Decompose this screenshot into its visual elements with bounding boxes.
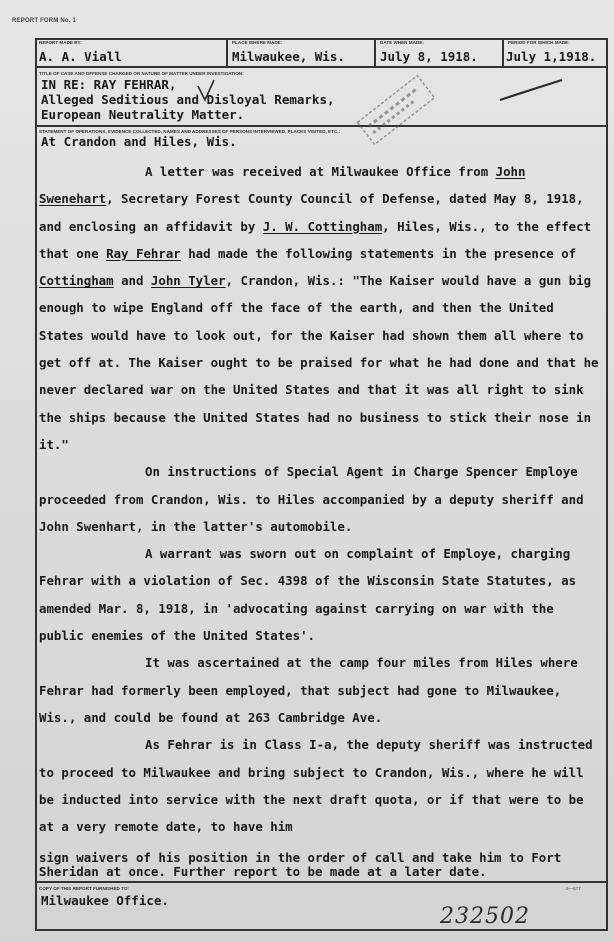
case-title-line: Alleged Seditious and Disloyal Remarks,	[41, 92, 335, 107]
underlined-name: J. W. Cottingham	[262, 218, 383, 234]
title-label: TITLE OF CASE AND OFFENSE CHARGED OR NATURE OF MATTER UNDER INVESTIGATION:	[39, 71, 244, 76]
copy-furnished-label: COPY OF THIS REPORT FURNISHED TO:	[39, 886, 129, 891]
footer-divider	[35, 881, 608, 883]
text-run: , Secretary Forest County Council of Defense, dated May 8, 1918, and enclosing an affidavit by	[39, 191, 584, 234]
place-where-made-value: Milwaukee, Wis.	[232, 49, 345, 64]
case-title-line: IN RE: RAY FEHRAR,	[41, 77, 177, 92]
underlined-name: Swenehart	[39, 191, 107, 207]
underlined-name: Ray Fehrar	[106, 245, 181, 261]
paragraph	[39, 540, 599, 649]
text-run: As Fehrar is in Class I-a, the deputy sheriff was instructed to proceed to Milwaukee and bring subject to Crandon, Wis., where he will be inducted into service with the next draft quota, or if that were to be at a very remote date, to have him	[39, 737, 593, 835]
date-when-made-label: DATE WHEN MADE:	[380, 40, 424, 45]
period-label: PERIOD FOR WHICH MADE:	[508, 40, 570, 45]
paragraph-continuation: sign waivers of his position in the order of call and take him to Fort Sheridan at once. Further report to be made at a later date.	[39, 850, 562, 879]
period-value: July 1,1918.	[506, 49, 597, 64]
form-code: 5—677	[566, 886, 581, 891]
statement-opening: At Crandon and Hiles, Wis.	[41, 134, 237, 149]
place-where-made-label: PLACE WHERE MADE:	[232, 40, 283, 45]
text-run: It was ascertained at the camp four miles from Hiles where Fehrar had formerly been employed, that subject had gone to Milwaukee, Wis., and could be found at 263 Cambridge Ave.	[39, 655, 578, 725]
paragraph	[39, 731, 599, 840]
report-made-by-label: REPORT MADE BY:	[39, 40, 82, 45]
case-title-line: European Neutrality Matter.	[41, 107, 245, 122]
report-made-by-value: A. A. Viall	[39, 49, 122, 64]
date-when-made-value: July 8, 1918.	[380, 49, 478, 64]
report-body	[39, 158, 599, 840]
text-run: had made the following statements in the presence of	[180, 245, 577, 261]
form-number: REPORT FORM No. 1	[12, 18, 77, 24]
copy-furnished-value: Milwaukee Office.	[41, 893, 169, 908]
text-run: On instructions of Special Agent in Charge Spencer Employe proceeded from Crandon, Wis. to Hiles accompanied by a deputy sheriff and John Swenhart, in the latter's automobile.	[39, 464, 584, 534]
paragraph	[39, 158, 599, 458]
paragraph	[39, 649, 599, 731]
text-run: A warrant was sworn out on complaint of Employe, charging Fehrar with a violation of Sec. 4398 of the Wisconsin State Statutes, as amended Mar. 8, 1918, in 'advocating against carrying on war with the public enemies of the United States'.	[39, 546, 577, 644]
paragraph	[39, 458, 599, 540]
underlined-name: Cottingham	[39, 273, 114, 289]
underlined-name: John Tyler	[150, 273, 226, 289]
handwritten-file-number: 232502	[440, 904, 530, 929]
text-run: , Crandon, Wis.: "The Kaiser would have a gun big enough to wipe England off the face of the earth, and then the United States would have to look out, for the Kaiser had shown them all where to get off at. The Kaiser ought to be praised for what he had done and that he never declared war on the United States and that it was all right to sink the ships because the United States had no business to stick their nose in it."	[39, 273, 599, 452]
underlined-name: John	[495, 164, 526, 179]
text-run: A letter was received at Milwaukee Office from	[145, 164, 496, 179]
statement-label: STATEMENT OF OPERATIONS, EVIDENCE COLLECTED, NAMES AND ADDRESSES OF PERSONS INTERVIEWED, PLACES VISITED, ETC.:	[39, 129, 341, 134]
text-run: and	[113, 273, 151, 289]
text-run: , Hiles, Wis., to the effect that one	[39, 218, 592, 261]
